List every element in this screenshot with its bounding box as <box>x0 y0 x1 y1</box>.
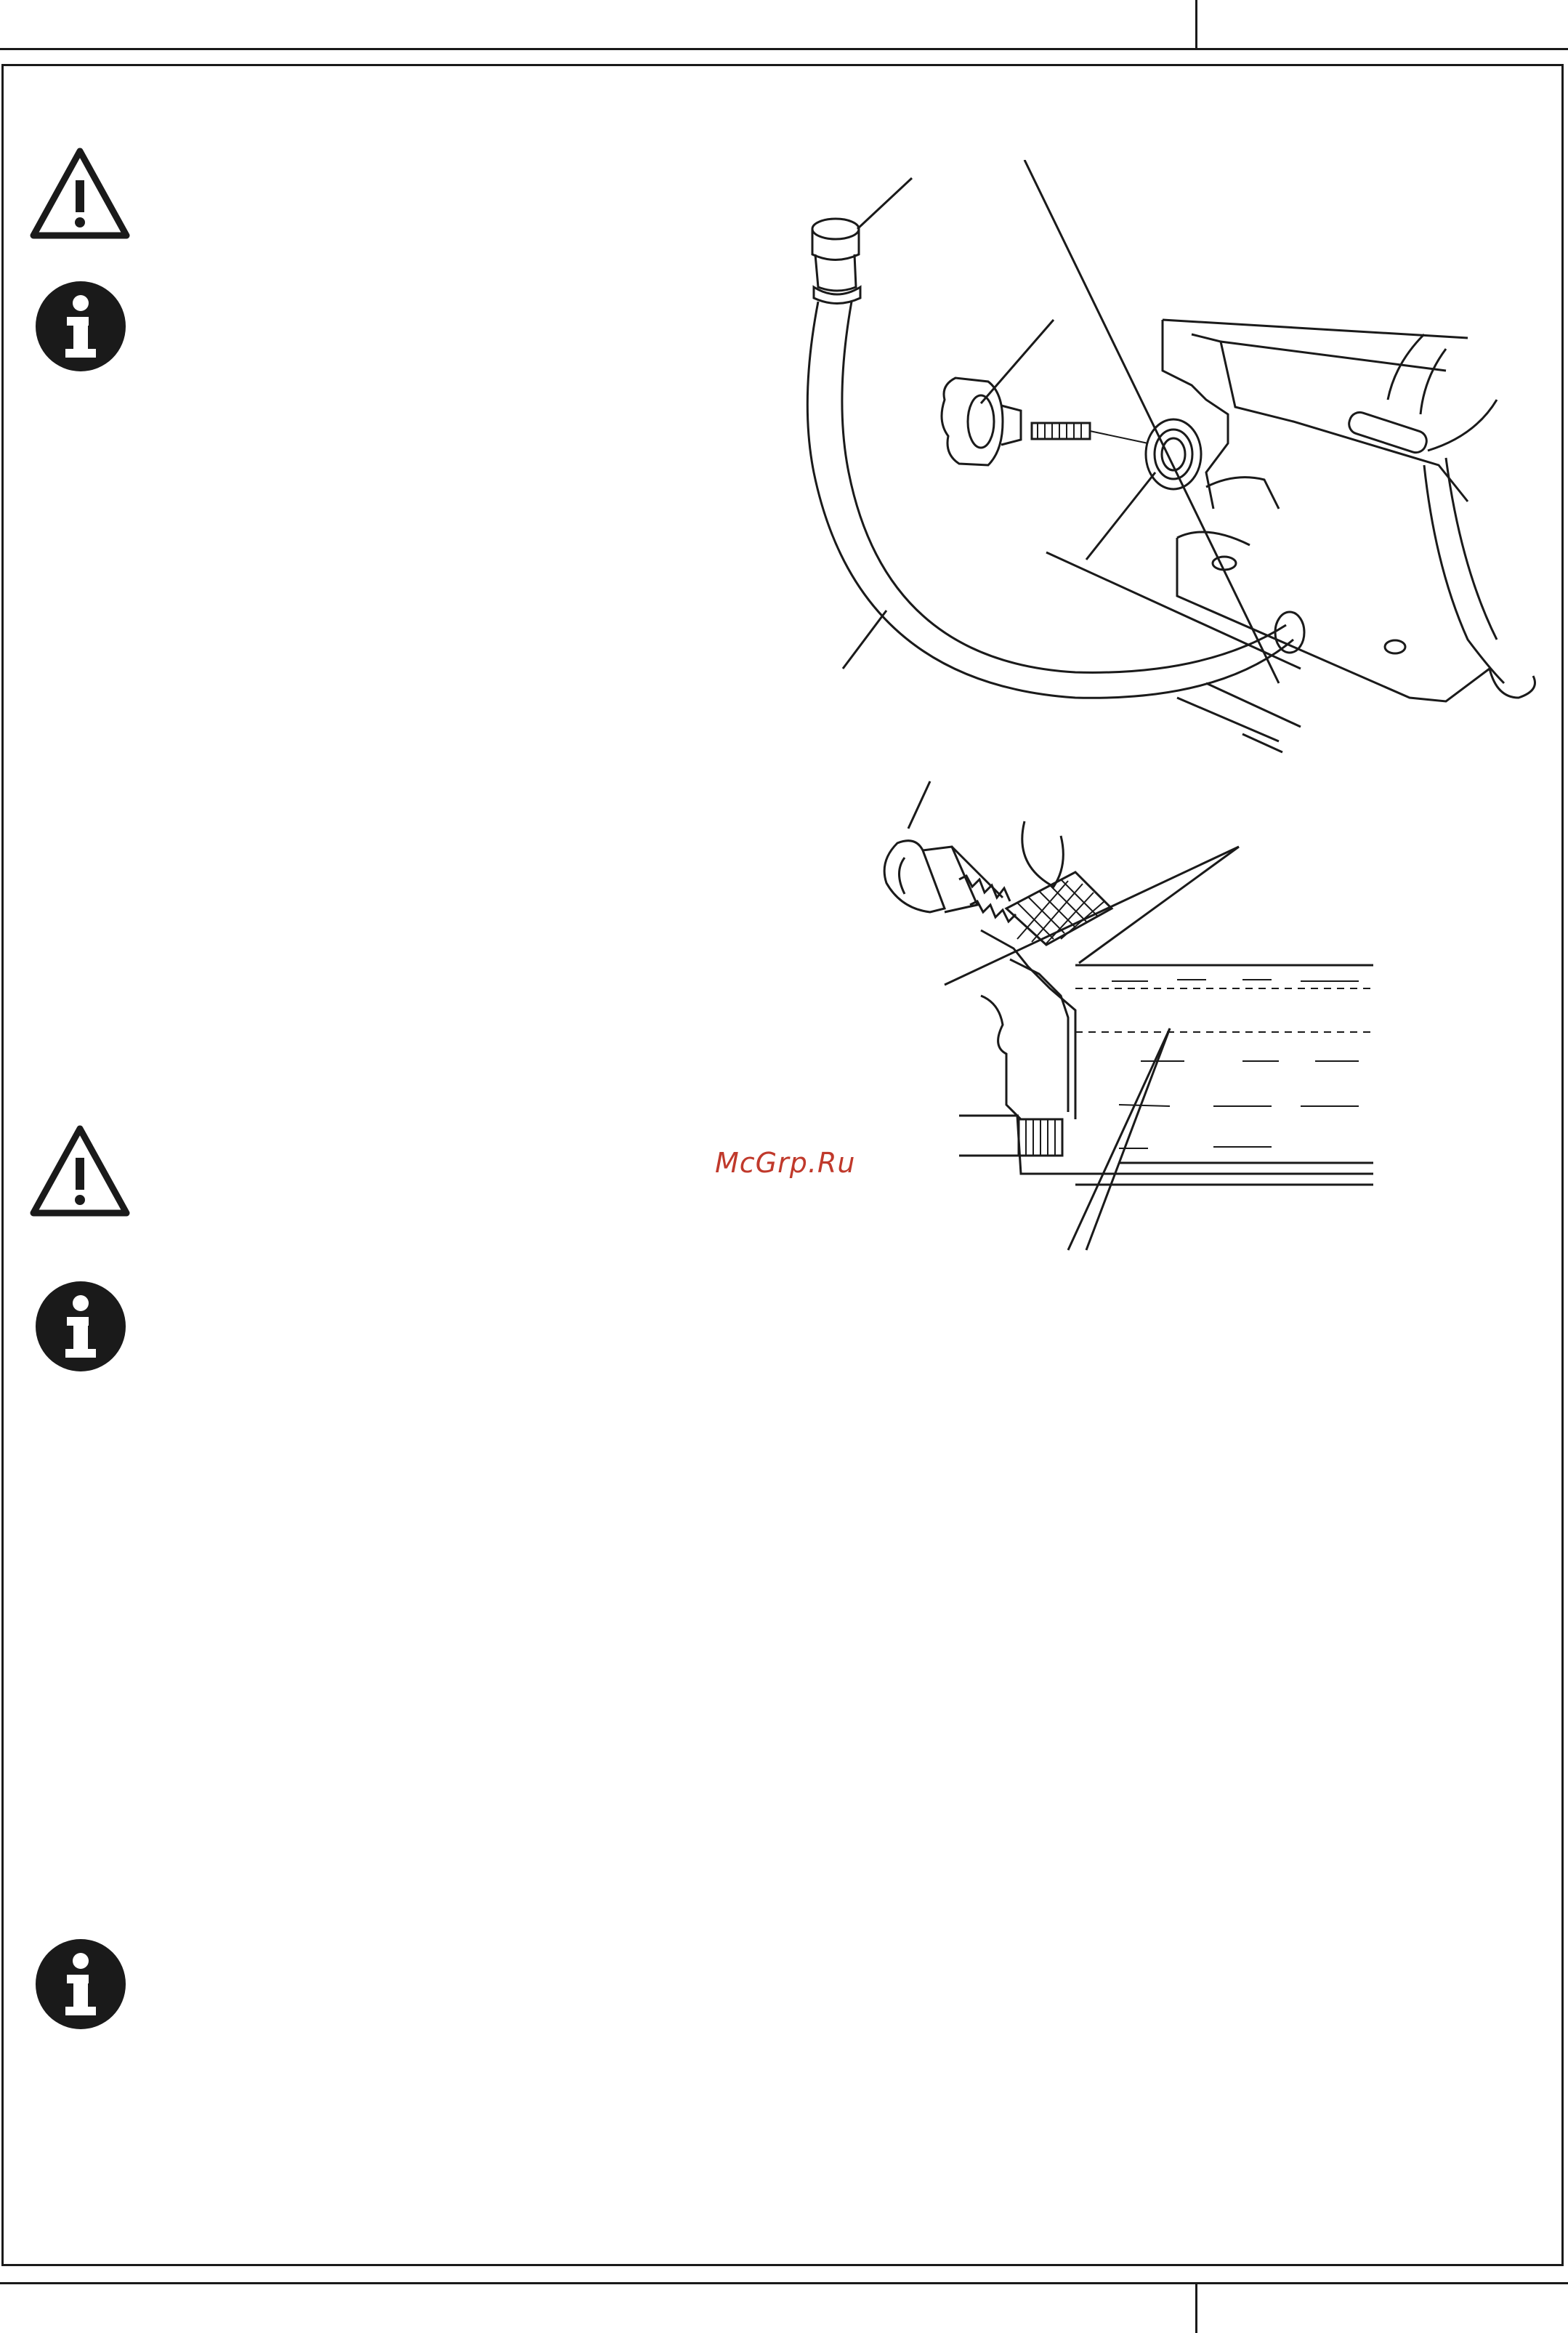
warning-triangle-icon <box>29 1123 131 1217</box>
header-divider <box>1195 0 1197 49</box>
info-icon <box>33 279 128 374</box>
info-icon <box>33 1279 128 1374</box>
watermark-text: McGrp.Ru <box>715 1147 856 1179</box>
header-rule <box>0 48 1568 50</box>
hose-and-dipstick-illustration <box>770 160 1548 785</box>
footer-divider <box>1195 2282 1197 2333</box>
warning-triangle-icon <box>29 145 131 240</box>
footer-rule <box>0 2282 1568 2284</box>
dipstick-level-illustration <box>836 778 1388 1265</box>
info-icon <box>33 1937 128 2031</box>
